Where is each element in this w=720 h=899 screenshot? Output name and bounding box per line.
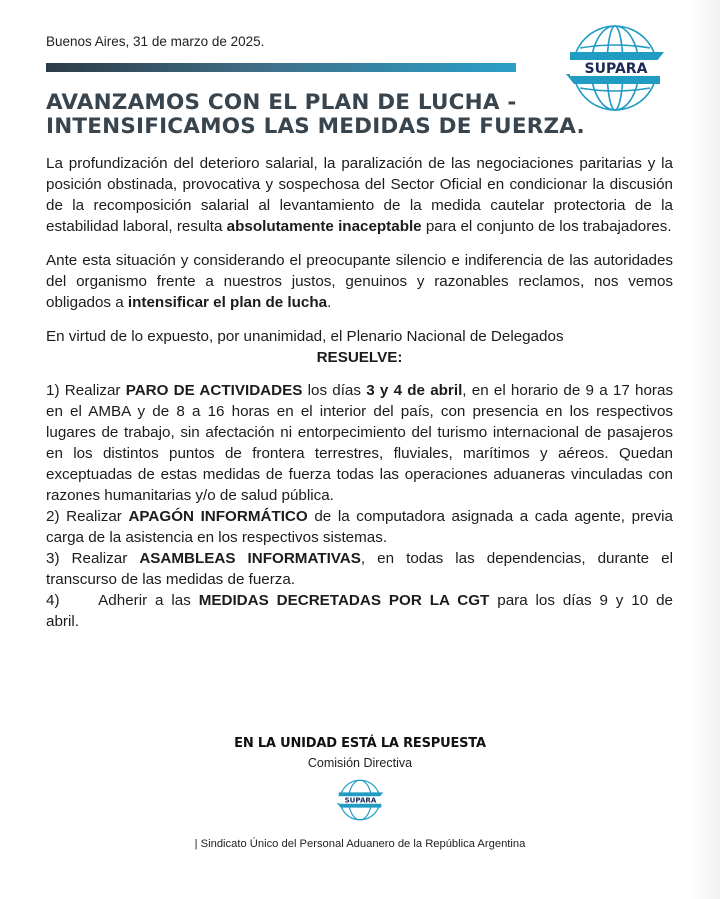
resolution-item-1: 1) Realizar PARO DE ACTIVIDADES los días 3 y 4 de abril, en el horario de 9 a 17 horas en el AMBA y de 8 a 16 horas en el interior del país, con presencia en los respectivos lugares de trabajo, sin afectación ni entorpecimiento del turismo internacional de pasajeros en los distintos puntos de frontera terrestres, fluviales, marítimos y aéreos. Quedan exceptuadas de estas medidas de fuerza todas las operaciones aduaneras vinculadas con razones humanitarias y/o de salud pública. [46, 382, 674, 504]
small-logo-text: SUPARA [344, 795, 377, 805]
logo-text: SUPARA [584, 61, 648, 77]
supara-small-logo [334, 776, 386, 824]
slogan: EN LA UNIDAD ESTÁ LA RESPUESTA [234, 736, 486, 751]
header-divider-bar [46, 63, 516, 72]
paragraph-1: La profundización del deterioro salarial, la paralización de las negociaciones paritarias y la posición obstinada, provocativa y sospechosa del Sector Oficial en condicionar la discusión de la recomposición salarial al levantamiento de la medida cautelar protectoria de la estabilidad laboral, resulta absolutamente inaceptable para el conjunto de los trabajadores. [46, 155, 673, 235]
union-name: | Sindicato Único del Personal Aduanero de la República Argentina [194, 838, 526, 850]
footer-block [0, 736, 720, 824]
page-title [46, 91, 606, 139]
title-line-2: INTENSIFICAMOS LAS MEDIDAS DE FUERZA. [46, 114, 585, 139]
resolve-heading: RESUELVE: [316, 349, 403, 366]
resolution-item-2: 2) Realizar APAGÓN INFORMÁTICO de la computadora asignada a cada agente, previa carga de la asistencia en los respectivos sistemas. [46, 508, 673, 546]
document-body [46, 153, 673, 632]
resolution-item-4: 4) Adherir a las MEDIDAS DECRETADAS POR LA CGT para los días 9 y 10 de abril. [46, 592, 673, 630]
title-line-1: AVANZAMOS CON EL PLAN DE LUCHA - [46, 90, 517, 115]
paragraph-3: En virtud de lo expuesto, por unanimidad, el Plenario Nacional de Delegados [46, 328, 564, 345]
date-line: Buenos Aires, 31 de marzo de 2025. [46, 34, 265, 49]
paragraph-2: Ante esta situación y considerando el preocupante silencio e indiferencia de las autoridades del organismo frente a nuestros justos, genuinos y razonables reclamos, nos vemos obligados a intensificar el plan de lucha. [46, 252, 673, 311]
commission-label: Comisión Directiva [307, 756, 413, 770]
resolution-item-3: 3) Realizar ASAMBLEAS INFORMATIVAS, en todas las dependencias, durante el transcurso de las medidas de fuerza. [46, 550, 673, 588]
